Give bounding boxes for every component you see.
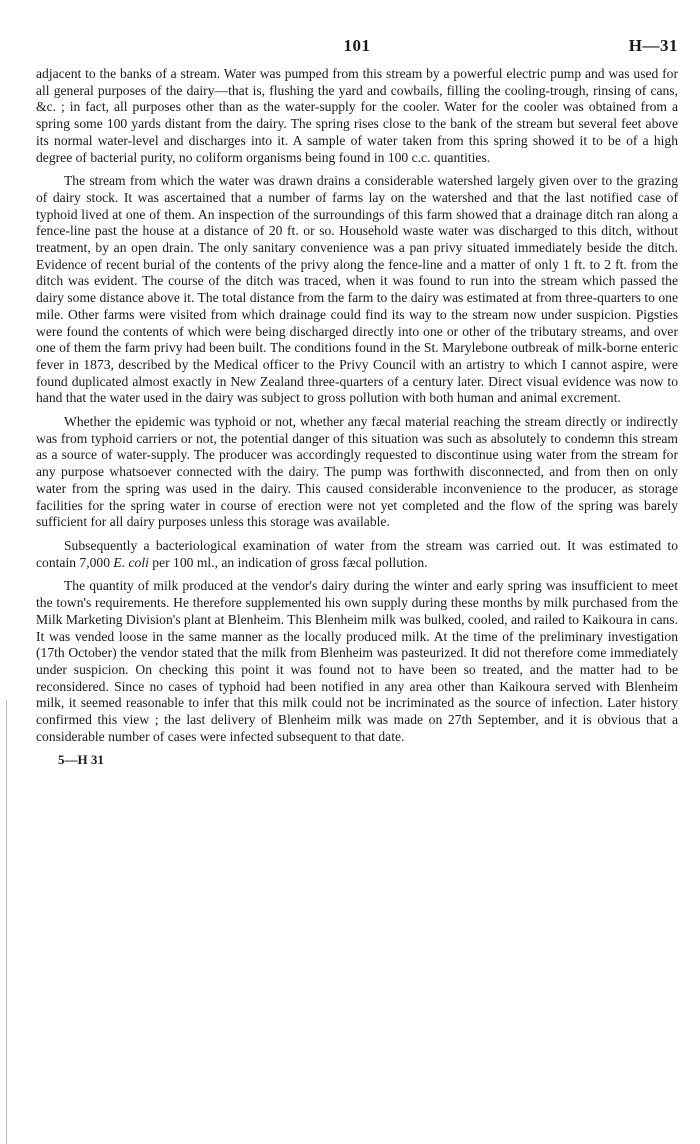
- page-edge-rule: [6, 700, 7, 1144]
- paragraph-1: adjacent to the banks of a stream. Water was pumped from this stream by a powerful electric pump and was used for all general purposes of the dairy—that is, flushing the yard and cowbails, filling the cooling-trough, rinsing of cans, &c. ; in fact, all purposes other than as the water-supply for the cooler. Water for the cooler was obtained from a spring some 100 yards distant from the dairy. The spring rises close to the bank of the stream but several feet above its normal water-level and discharges into it. A sample of water taken from this spring showed it to be of a high degree of bacterial purity, no coliform organisms being found in 100 c.c. quantities.: [36, 66, 678, 165]
- ecoli-italic: E. coli: [113, 554, 149, 570]
- signature-mark: 5—H 31: [58, 752, 104, 768]
- document-code: H—31: [628, 36, 678, 55]
- paragraph-5: The quantity of milk produced at the vendor's dairy during the winter and early spring was insufficient to meet the town's requirements. He therefore supplemented his own supply during these months by milk purchased from the Milk Marketing Division's plant at Blenheim. This Blenheim milk was bulked, cooled, and railed to Kaikoura in cans. It was vended loose in the same manner as the locally produced milk. At the time of the preliminary investigation (17th October) the vendor stated that the milk from Blenheim was pasteurized. It did not therefore come immediately under suspicion. On checking this point it was found not to have been so treated, and the matter had to be reconsidered. Since no cases of typhoid had been notified in any area other than Kaikoura served with Blenheim milk, it seemed reasonable to infer that this milk could not be incriminated as the source of infection. Later history confirmed this view ; the last delivery of Blenheim milk was made on 27th September, and it is obvious that a considerable number of cases were infected subsequent to that date.: [36, 578, 678, 744]
- paragraph-3: Whether the epidemic was typhoid or not, whether any fæcal material reaching the stream directly or indirectly was from typhoid carriers or not, the potential danger of this situation was such as absolutely to condemn this stream as a source of water-supply. The producer was accordingly requested to discontinue using water from the stream for any purpose whatsoever connected with the dairy. The pump was forthwith disconnected, and from then on only water from the spring was used in the dairy. This caused considerable inconvenience to the producer, as storage facilities for the spring water in course of erection were not yet completed and the flow of the spring was barely sufficient for all dairy purposes unless this storage was available.: [36, 414, 678, 530]
- body-text: [36, 66, 678, 768]
- page-number: 101: [343, 36, 371, 55]
- ecoli-text-after: per 100 ml., an indication of gross fæcal pollution.: [148, 554, 428, 570]
- ecoli-text-before: Subsequently a bacteriological examination of water from the stream was carried out. It was estimated to contain 7,000: [36, 537, 678, 570]
- paragraph-2: The stream from which the water was drawn drains a considerable watershed largely given over to the grazing of dairy stock. It was ascertained that a number of farms lay on the watershed and that the last notified case of typhoid lived at one of them. An inspection of the surroundings of this farm showed that a drainage ditch ran along a fence-line past the house at a distance of 20 ft. or so. Household waste water was discharged to this ditch, without treatment, by an open drain. The only sanitary convenience was a pan privy situated immediately beside the ditch. Evidence of recent burial of the contents of the privy along the fence-line and a matter of only 1 ft. to 2 ft. from the ditch was evident. The course of the ditch was traced, when it was found to run into the stream which passed the dairy some distance above it. The total distance from the farm to the dairy was estimated at from three-quarters to one mile. Other farms were visited from which drainage could find its way to the stream now under suspicion. Pigsties were found the contents of which were being discharged directly into one or other of the tributary streams, and over one of them the farm privy had been built. The conditions found in the St. Marylebone outbreak of milk-borne enteric fever in 1873, described by the Medical officer to the Privy Council with an artistry to which I cannot aspire, were found duplicated almost exactly in New Zealand three-quarters of a century later. Direct visual evidence was now to hand that the water used in the dairy was subject to gross pollution with both human and animal excrement.: [36, 173, 678, 406]
- paragraph-ecoli: [36, 538, 678, 571]
- page-header: [36, 36, 678, 60]
